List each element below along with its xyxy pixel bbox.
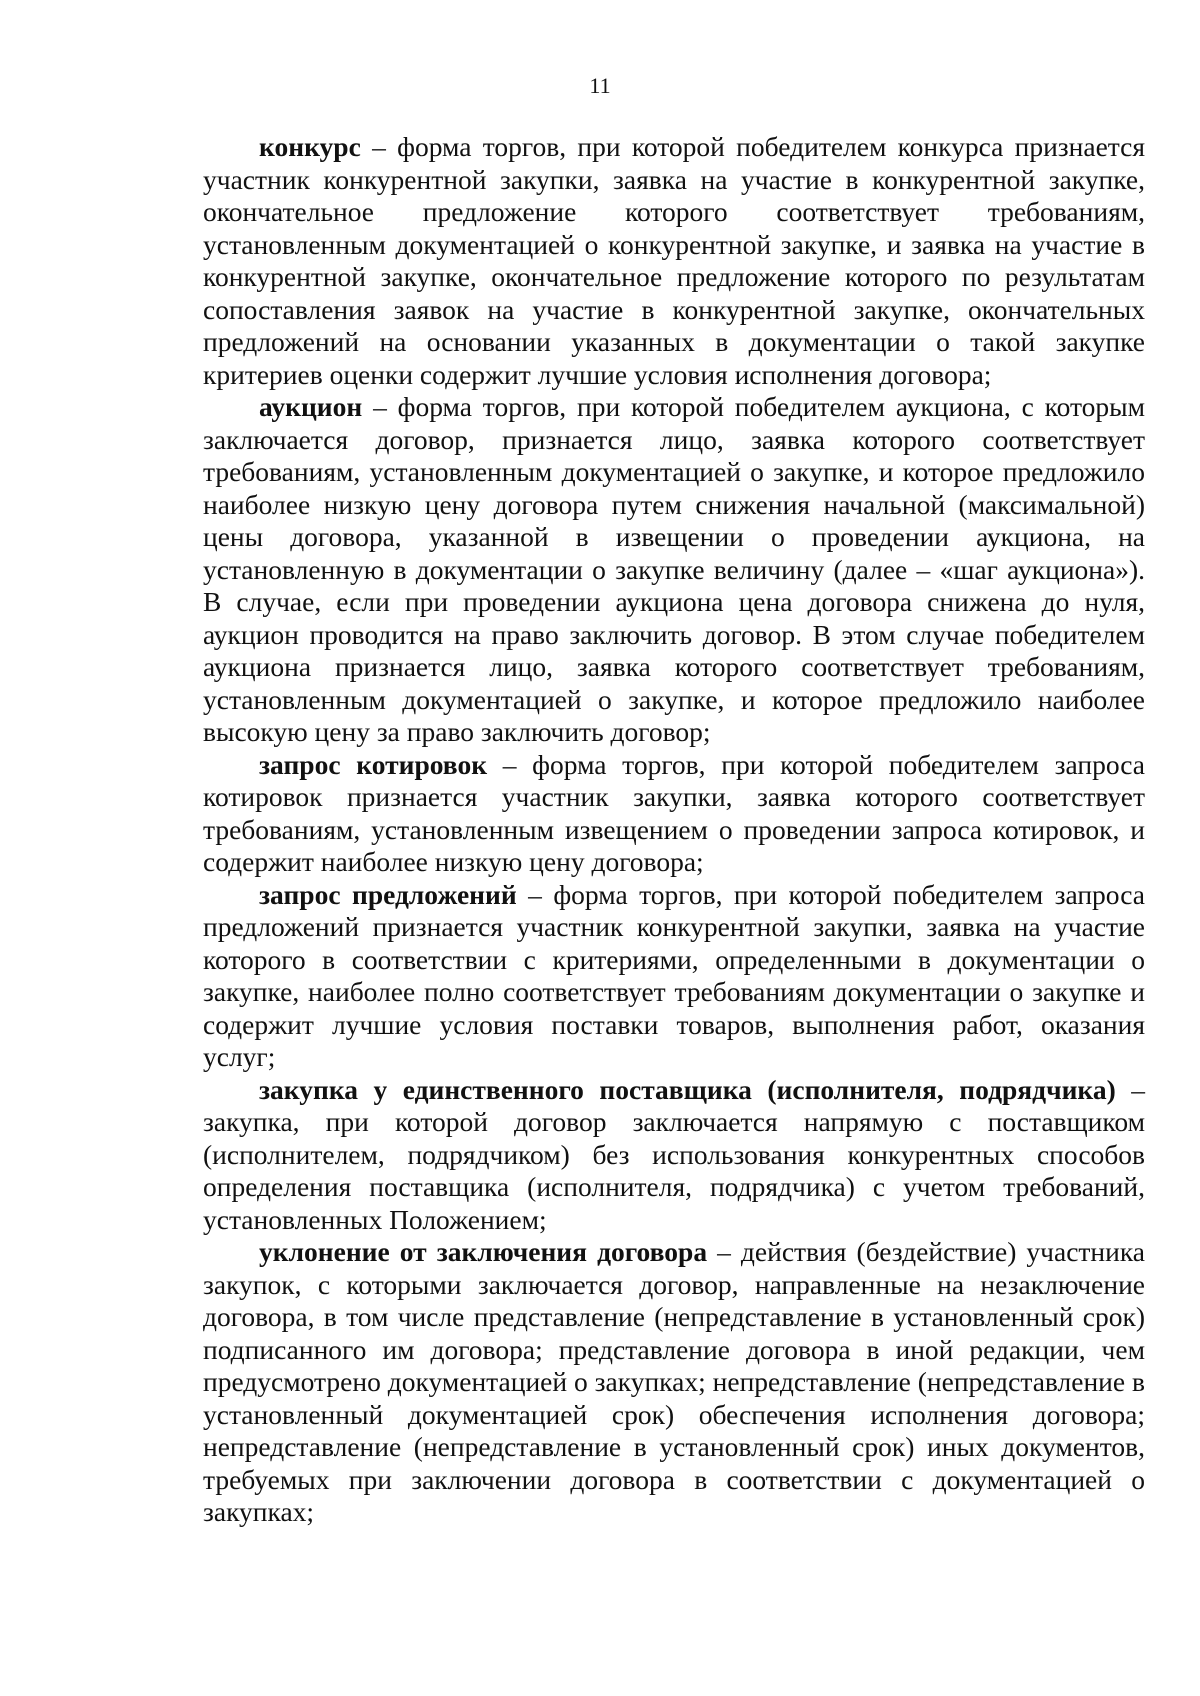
term-zapros-kotirovok: запрос котировок: [259, 748, 488, 780]
definition-text-zapros-kotirovok: – форма торгов, при которой победителем запроса котировок признается участник закупки, заявка которого соответствует требованиям, установленным извещением о проведении запроса котировок, и содержит наиболее низкую цену договора;: [203, 748, 1145, 877]
definition-text-uklonenie: – действия (бездействие) участника закупок, с которыми заключается договор, направленные на незаключение договора, в том числе представление (непредставление в установленный срок) подписанного им договора; представление договора в иной редакции, чем предусмотрено документацией о закупках; непредставление (непредставление в установленный документацией срок) обеспечения исполнения договора; непредставление (непредставление в установленный срок) иных документов, требуемых при заключении договора в соответствии с документацией о закупках;: [203, 1236, 1145, 1527]
term-uklonenie: уклонение от заключения договора: [259, 1236, 708, 1267]
definition-text-zapros-predlozheniy: – форма торгов, при которой победителем запроса предложений признается участник конкурентной закупки, заявка на участие которого в соответствии с критериями, определенными в документации о закупке, наиболее полно соответствует требованиям документации о закупке и содержит лучшие условия поставки товаров, выполнения работ, оказания услуг;: [203, 878, 1145, 1072]
term-zapros-predlozheniy: запрос предложений: [259, 878, 517, 910]
definition-text-auktsion: – форма торгов, при которой победителем аукциона, с которым заключается договор, признается лицо, заявка которого соответствует требованиям, установленным документацией о закупке, и которое предложило наиболее низкую цену договора путем снижения начальной (максимальной) цены договора, указанной в извещении о проведении аукциона, на установленную в документации о закупке величину (далее – «шаг аукциона»). В случае, если при проведении аукциона цена договора снижена до нуля, аукцион проводится на право заключить договор. В этом случае победителем аукциона признается лицо, заявка которого соответствует требованиям, установленным документацией о закупке, и которое предложило наиболее высокую цену за право заключить договор;: [203, 391, 1145, 747]
definition-paragraph-auktsion: [203, 391, 1145, 749]
definition-text-edinstvennyy-postavshchik: – закупка, при которой договор заключается напрямую с поставщиком (исполнителем, подрядчиком) без использования конкурентных способов определения поставщика (исполнителя, подрядчика) с учетом требований, установленных Положением;: [203, 1073, 1146, 1235]
definition-paragraph-konkurs: [203, 131, 1145, 391]
definition-paragraph-uklonenie: [203, 1236, 1145, 1529]
definition-paragraph-zapros-predlozheniy: [203, 879, 1145, 1074]
term-edinstvennyy-postavshchik: закупка у единственного поставщика (исполнителя, подрядчика): [259, 1073, 1116, 1105]
document-body: [203, 131, 1145, 1529]
term-auktsion: аукцион: [259, 391, 363, 422]
definition-paragraph-zapros-kotirovok: [203, 749, 1145, 879]
term-konkurs: конкурс: [259, 131, 361, 162]
definition-paragraph-edinstvennyy-postavshchik: [203, 1074, 1145, 1237]
definition-text-konkurs: – форма торгов, при которой победителем конкурса признается участник конкурентной закупки, заявка на участие в конкурентной закупке, окончательное предложение которого соответствует требованиям, установленным документацией о конкурентной закупке, и заявка на участие в конкурентной закупке, окончательное предложение которого по результатам сопоставления заявок на участие в конкурентной закупке, окончательных предложений на основании указанных в документации о такой закупке критериев оценки содержит лучшие условия исполнения договора;: [203, 131, 1145, 390]
page-number: 11: [589, 73, 611, 98]
